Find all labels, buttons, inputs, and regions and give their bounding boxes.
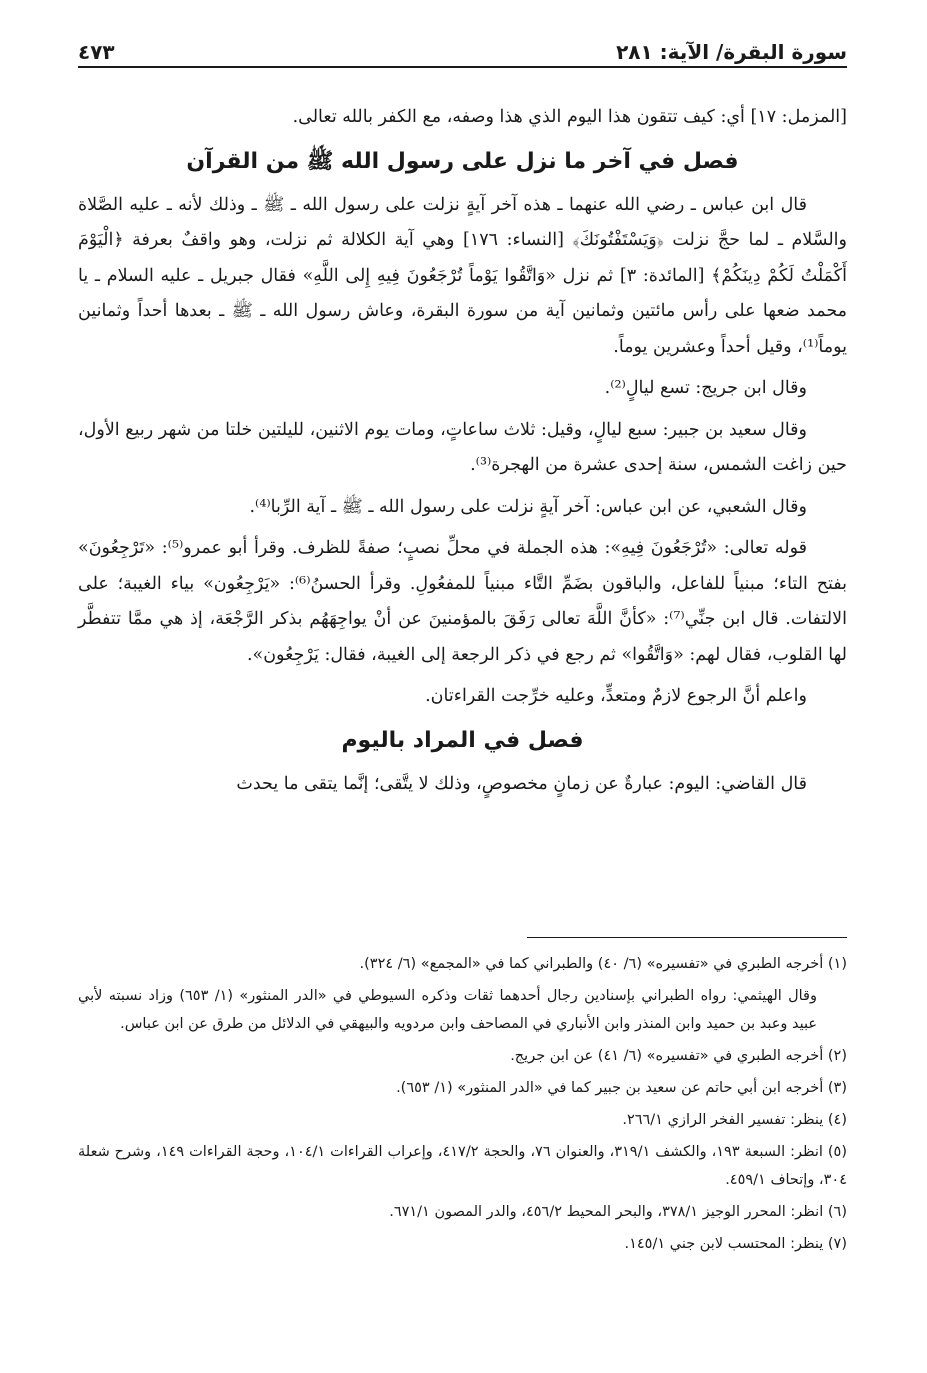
footnote: (٤) ينظر: تفسير الفخر الرازي ٢٦٦/١. <box>622 1112 847 1128</box>
footnote: وقال الهيثمي: رواه الطبراني بإسنادين رجال أحدهما ثقات وذكره السيوطي في «الدر المنثور» (١/ ٦٥٣) وزاد نسبته لأبي عبيد وعبد بن حميد وابن المنذر وابن الأنباري في المصاحف وابن مردويه والبيهقي في الدلائل من طرق عن ابن عباس. <box>78 988 817 1032</box>
paragraph: واعلم أنَّ الرجوع لازمٌ ومتعدٍّ، وعليه خرِّجت القراءتان. <box>425 686 807 706</box>
footnote: (٦) انظر: المحرر الوجيز ٣٧٨/١، والبحر المحيط ٤٥٦/٢، والدر المصون ٦٧١/١. <box>389 1204 847 1220</box>
section-heading: فصل في آخر ما نزل على رسول الله ﷺ من القرآن <box>186 148 739 174</box>
footnote: (٧) ينظر: المحتسب لابن جني ١٤٥/١. <box>624 1236 847 1252</box>
paragraph: قال القاضي: اليوم: عبارةٌ عن زمانٍ مخصوصٍ، وذلك لا يتَّقى؛ إنَّما يتقى ما يحدث <box>236 773 807 794</box>
page-header <box>78 30 847 68</box>
running-title: سورة البقرة/ الآية: ٢٨١ <box>616 40 847 64</box>
paragraph: قوله تعالى: «تُرْجَعُونَ فِيهِ»: هذه الجملة في محلِّ نصبٍ؛ صفةً للظرف. وقرأ أبو عمرو⁽⁵⁾: «تَرْجِعُونَ» بفتح التاء؛ مبنياً للفاعل، والباقون بضَمِّ التَّاء مبنياً للمفعُولِ. وقرأ الحسنُ⁽⁶⁾: «يَرْجِعُون» بياء الغيبة؛ على الالتفات. قال ابن جنِّي⁽⁷⁾: «كأنَّ اللَّهَ تعالى رَفَقَ بالمؤمنينَ عن أنْ يواجِهَهُم بذكر الرَّجْعَة، إذ هي ممَّا تتفطَّر لها القلوب، فقال لهم: «وَاتَّقُوا» ثم رجع في ذكر الرجعة إلى الغيبة، فقال: يَرْجِعُون». <box>78 538 847 665</box>
footnotes <box>78 950 847 1262</box>
section-heading: فصل في المراد باليوم <box>341 727 584 753</box>
footnote: (٢) أخرجه الطبري في «تفسيره» (٦/ ٤١) عن ابن جريج. <box>510 1048 847 1064</box>
paragraph: وقال ابن جريج: تسع ليالٍ⁽²⁾. <box>604 378 807 398</box>
paragraph: [المزمل: ١٧] أي: كيف تتقون هذا اليوم الذي هذا وصفه، مع الكفر بالله تعالى. <box>292 107 847 127</box>
footnote: (١) أخرجه الطبري في «تفسيره» (٦/ ٤٠) والطبراني كما في «المجمع» (٦/ ٣٢٤). <box>359 956 847 972</box>
footnote: (٣) أخرجه ابن أبي حاتم عن سعيد بن جبير كما في «الدر المنثور» (١/ ٦٥٣). <box>396 1080 847 1096</box>
page-number: ٤٧٣ <box>78 40 115 64</box>
paragraph: قال ابن عباس ـ رضي الله عنهما ـ هذه آخر آيةٍ نزلت على رسول الله ـ ﷺ ـ وذلك لأنه ـ عليه الصَّلاة والسَّلام ـ لما حجَّ نزلت ﴿وَيَسْتَفْتُونَكَ﴾ [النساء: ١٧٦] وهي آية الكلالة ثم نزلت، وهو واقفٌ بعرفة ﴿الْيَوْمَ أَكْمَلْتُ لَكُمْ دِينَكُمْ﴾ [المائدة: ٣] ثم نزل «وَاتَّقُوا يَوْماً تُرْجَعُونَ فِيهِ إِلى اللَّهِ» فقال جبريل ـ عليه السلام ـ يا محمد ضعها على رأس مائتين وثمانين آية من سورة البقرة، وعاش رسول الله ـ ﷺ ـ بعدها أحداً وثمانين يوماً⁽¹⁾، وقيل أحداً وعشرين يوماً. <box>78 194 847 357</box>
footnote: (٥) انظر: السبعة ١٩٣، والكشف ٣١٩/١، والعنوان ٧٦، والحجة ٤١٧/٢، وإعراب القراءات ١٠٤/١، وحجة القراءات ١٤٩، وشرح شعلة ٣٠٤، وإتحاف ٤٥٩/١. <box>78 1144 848 1188</box>
paragraph: وقال سعيد بن جبير: سبع ليالٍ، وقيل: ثلاث ساعاتٍ، ومات يوم الاثنين، لليلتين خلتا من شهر ربيع الأول، حين زاغت الشمس، سنة إحدى عشرة من الهجرة⁽³⁾. <box>78 419 847 475</box>
footnote-divider <box>527 937 847 938</box>
main-text <box>78 100 847 808</box>
paragraph: وقال الشعبي، عن ابن عباس: آخر آيةٍ نزلت على رسول الله ـ ﷺ ـ آية الرِّبا⁽⁴⁾. <box>249 496 807 517</box>
